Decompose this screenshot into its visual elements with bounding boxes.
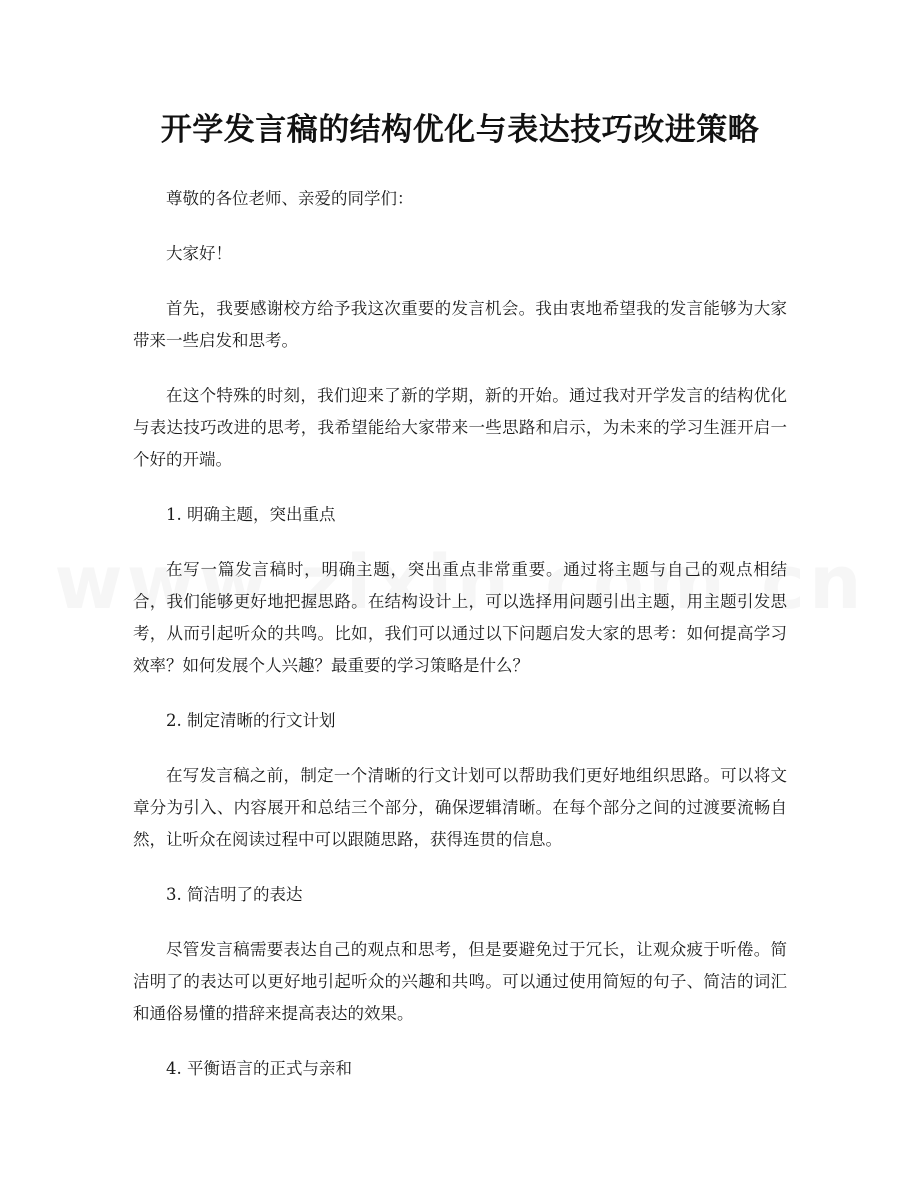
section-heading: 4. 平衡语言的正式与亲和: [166, 1059, 352, 1078]
salutation: 尊敬的各位老师、亲爱的同学们：: [166, 189, 414, 208]
section-heading: 3. 简洁明了的表达: [166, 885, 303, 904]
paragraph: 在写发言稿之前，制定一个清晰的行文计划可以帮助我们更好地组织思路。可以将文章分为引入、内容展开和总结三个部分，确保逻辑清晰。在每个部分之间的过渡要流畅自然，让听众在阅读过程中可以跟随思路，获得连贯的信息。: [133, 766, 787, 849]
section-heading: 1. 明确主题，突出重点: [166, 505, 336, 524]
section-heading: 2. 制定清晰的行文计划: [166, 711, 336, 730]
paragraph: 尽管发言稿需要表达自己的观点和思考，但是要避免过于冗长，让观众疲于听倦。简洁明了的表达可以更好地引起听众的兴趣和共鸣。可以通过使用简短的句子、简洁的词汇和通俗易懂的措辞来提高表达的效果。: [133, 940, 787, 1023]
document-body: [133, 183, 787, 1108]
paragraph: 首先，我要感谢校方给予我这次重要的发言机会。我由衷地希望我的发言能够为大家带来一些启发和思考。: [133, 299, 787, 350]
paragraph: 在写一篇发言稿时，明确主题，突出重点非常重要。通过将主题与自己的观点相结合，我们能够更好地把握思路。在结构设计上，可以选择用问题引出主题，用主题引发思考，从而引起听众的共鸣。比如，我们可以通过以下问题启发大家的思考：如何提高学习效率？如何发展个人兴趣？最重要的学习策略是什么？: [133, 560, 787, 675]
document-title: 开学发言稿的结构优化与表达技巧改进策略: [160, 112, 760, 148]
paragraph: 在这个特殊的时刻，我们迎来了新的学期，新的开始。通过我对开学发言的结构优化与表达技巧改进的思考，我希望能给大家带来一些思路和启示，为未来的学习生涯开启一个好的开端。: [133, 386, 787, 469]
greeting: 大家好！: [166, 244, 232, 263]
